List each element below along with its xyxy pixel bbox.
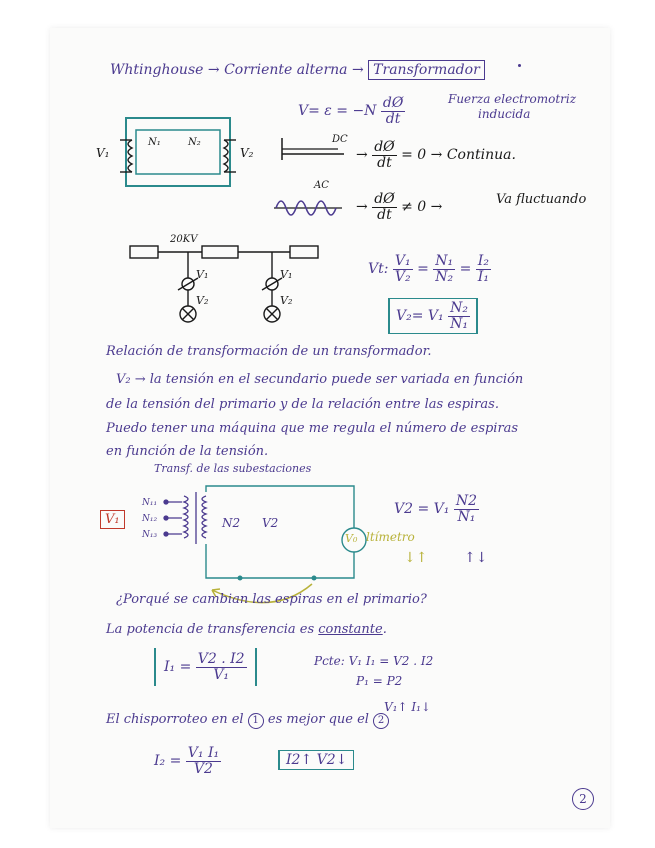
ac-result: ≠ 0 → bbox=[401, 199, 443, 216]
tap-n12: N₁₂ bbox=[142, 514, 158, 524]
para-line-3: Puedo tener una máquina que me regula el número de espiras bbox=[106, 421, 519, 436]
core-n1: N₁ bbox=[148, 137, 161, 148]
ac-derivative: → $\frac{dØ}{dt}$ ≠ 0 → bbox=[356, 191, 443, 223]
core-v2: V₂ bbox=[240, 146, 254, 160]
voltage-label: 20KV bbox=[170, 234, 198, 245]
ac-waveform bbox=[272, 192, 346, 222]
voltmeter-symbol: V₀ bbox=[345, 532, 358, 545]
westinghouse-text: Whtinghouse bbox=[110, 62, 204, 78]
notebook-page bbox=[50, 28, 610, 828]
v2-label: V2 bbox=[262, 516, 279, 530]
power-constant: Pcte: V₁ I₁ = V2 . I2 bbox=[314, 654, 434, 668]
core-v1: V₁ bbox=[96, 146, 110, 160]
ac-label: AC bbox=[314, 180, 329, 191]
sub-v2-b: V₂ bbox=[280, 294, 293, 307]
substation-title: Transf. de las subestaciones bbox=[154, 462, 312, 475]
arrows-right: ↑↓ bbox=[464, 550, 488, 566]
section-heading: Relación de transformación de un transformador. bbox=[106, 344, 432, 359]
transformer-box: Transformador bbox=[368, 60, 485, 80]
circled-1: 1 bbox=[248, 713, 264, 729]
circled-2: 2 bbox=[373, 713, 389, 729]
core-n2: N₂ bbox=[188, 137, 201, 148]
substation-diagram bbox=[128, 238, 338, 338]
v1-boxed: V₁ bbox=[100, 510, 125, 529]
para-line-2: de la tensión del primario y de la relación entre las espiras. bbox=[106, 397, 499, 412]
page-number: 2 bbox=[572, 788, 594, 810]
ink-dot bbox=[518, 64, 521, 67]
tap-changer-diagram bbox=[162, 484, 392, 594]
emf-note-line1: Fuerza electromotriz bbox=[448, 92, 577, 106]
tap-n11: N₁₁ bbox=[142, 498, 158, 508]
dphi-dt-fraction: $\frac{dØ}{dt}$ bbox=[382, 95, 404, 127]
sub-v1-b: V₁ bbox=[280, 268, 293, 281]
spark-line: El chisporroteo en el 1 es mejor que el 2 bbox=[106, 712, 389, 729]
constante-underlined: constante bbox=[318, 622, 383, 637]
boxed-v2-formula: V₂= V₁ $\frac{\text{N₂}}{\text{N₁}}$ bbox=[388, 298, 478, 334]
ratio-formula: Vt: $\frac{\text{V₁}}{\text{V₂}}$ = $\frac{\text{N₁}}{\text{N₂}}$ = $\frac{\text{I₂}}{\text{I₁}}$ bbox=[368, 253, 489, 285]
faraday-law bbox=[298, 96, 405, 126]
arrow: → bbox=[207, 62, 220, 78]
dc-result: = 0 → Continua. bbox=[401, 147, 516, 164]
arrow: → bbox=[351, 62, 364, 78]
emf-note-line2: inducida bbox=[478, 107, 531, 121]
dc-derivative: → $\frac{dØ}{dt}$ = 0 → Continua. bbox=[356, 139, 516, 171]
i1-formula-box: I₁ = $\frac{V2 . I2}{\text{V₁}}$ bbox=[154, 648, 257, 686]
i2-formula: I₂ = $\frac{\text{V₁ I₁}}{V2}$ bbox=[154, 745, 220, 777]
para-line-1: V₂ → la tensión en el secundario puede ser variada en función bbox=[116, 372, 524, 387]
power-text: La potencia de transferencia es constante. bbox=[106, 622, 387, 637]
tap-formula: V2 = V₁ $\frac{N2}{\text{N₁}}$ bbox=[394, 493, 477, 525]
power-arrows: V₁↑ I₁↓ bbox=[384, 700, 431, 714]
ac-note: Va fluctuando bbox=[496, 192, 587, 207]
title-line bbox=[110, 62, 485, 78]
v-label: V= bbox=[298, 103, 320, 120]
dc-label: DC bbox=[332, 134, 348, 145]
arrows-left: ↓↑ bbox=[404, 550, 428, 566]
tap-n13: N₁₃ bbox=[142, 530, 158, 540]
final-boxed: I2↑ V2↓ bbox=[278, 750, 354, 770]
para-line-4: en función de la tensión. bbox=[106, 444, 269, 459]
question-text: ¿Porqué se cambian las espiras en el primario? bbox=[116, 592, 427, 607]
voltmeter-label: ltímetro bbox=[366, 530, 415, 544]
emf-text: ε = −N bbox=[324, 103, 377, 120]
sub-v2-a: V₂ bbox=[196, 294, 209, 307]
power-equality: P₁ = P2 bbox=[356, 674, 403, 688]
n2-label: N2 bbox=[222, 516, 241, 530]
sub-v1-a: V₁ bbox=[196, 268, 209, 281]
alternating-current-text: Corriente alterna bbox=[224, 62, 348, 78]
